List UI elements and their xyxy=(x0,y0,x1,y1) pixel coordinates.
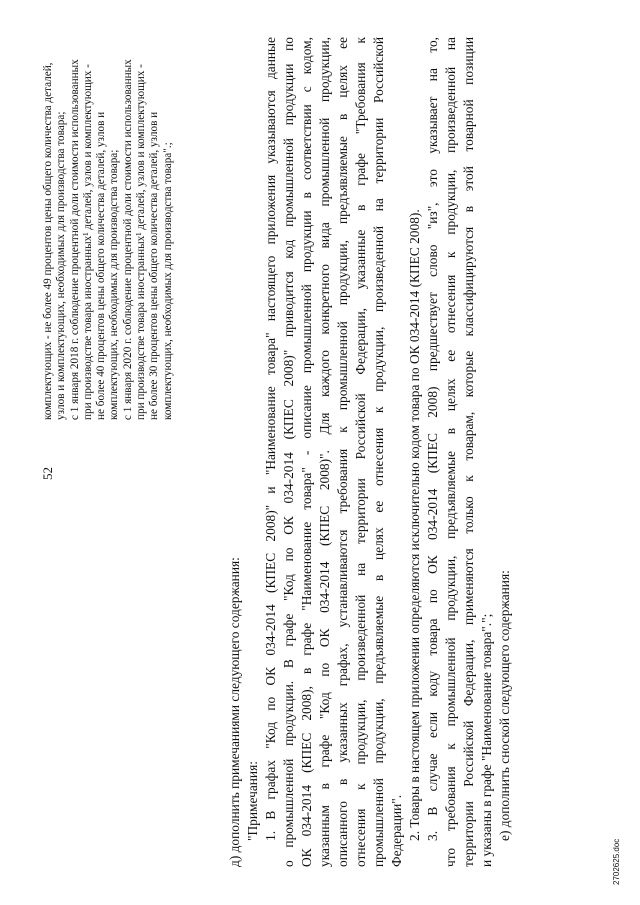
table-line: при производстве товара иностранных¹ деталей, узлов и комплектующих - xyxy=(135,64,148,420)
note-2: 2. Товары в настоящем приложении определяются исключительно кодом товара по ОК 034-2014 (КПЕС 2008). xyxy=(407,209,422,841)
section-e: е) дополнить сноской следующего содержания: xyxy=(497,570,512,841)
document-body xyxy=(226,37,514,867)
table-continuation xyxy=(42,40,175,420)
table-line: не более 30 процентов цены общего количества деталей, узлов и xyxy=(148,111,161,420)
notes-heading: "Примечания: xyxy=(245,761,260,841)
note-3-line: 3. В случае если коду товара по ОК 034-2014 (КПЕС 2008) предшествует слово "из", это указывает на то, xyxy=(425,37,440,841)
note-1-line: промышленной продукции, предъявляемые в целях ее отнесения к продукции, произведенной на территории Российской xyxy=(371,37,386,867)
note-1-line: 1. В графах "Код по ОК 034-2014 (КПЕС 2008)" и "Наименование товара" настоящего приложения указываются данные xyxy=(263,37,278,841)
table-line: при производстве товара иностранных¹ деталей, узлов и комплектующих - xyxy=(81,64,94,420)
note-1-line: Федерации". xyxy=(389,794,404,867)
document-code: 2702625.doc xyxy=(612,838,621,885)
note-1 xyxy=(262,37,406,867)
page-number: 52 xyxy=(40,467,55,480)
table-line: комплектующих - не более 49 процентов цены общего количества деталей, xyxy=(42,62,54,420)
note-1-line: отнесения к продукции, произведенной на территории Российской Федерации, указанные в графе "Требования к xyxy=(353,37,368,867)
note-1-line: указанным в графе "Код по ОК 034-2014 (КПЕС 2008)". Для каждого конкретного вида промышленной продукции, xyxy=(317,37,332,867)
note-1-line: описанного в указанных графах, устанавливаются требования к промышленной продукции, предъявляемые в целях ее xyxy=(335,37,350,867)
table-line: комплектующих, необходимых для производства товара; xyxy=(108,149,121,420)
note-3-line: и указаны в графе "Наименование товара"."; xyxy=(479,613,494,867)
note-3-line: территории Российской Федерации, применяются только к товарам, которые классифицируются в этой товарной позиции xyxy=(461,37,476,867)
note-3-line: что требования к промышленной продукции, предъявляемые в целях ее отнесения к продукции, произведенной на xyxy=(443,37,458,867)
note-1-line: о промышленной продукции. В графе "Код по ОК 034-2014 (КПЕС 2008)" приводится код промышленной продукции по xyxy=(281,37,296,867)
table-line: комплектующих, необходимых для производства товара".; xyxy=(161,142,174,420)
table-line: с 1 января 2020 г. соблюдение процентной доли стоимости использованных xyxy=(121,59,134,420)
table-line: узлов и комплектующих, необходимых для производства товара; xyxy=(55,111,68,420)
note-1-line: ОК 034-2014 (КПЕС 2008), в графе "Наименование товара" - описание промышленной продукции в соответствии с кодом, xyxy=(299,37,314,867)
table-line: не более 40 процентов цены общего количества деталей, узлов и xyxy=(95,111,108,420)
section-d: д) дополнить примечаниями следующего содержания: xyxy=(227,557,242,867)
note-3 xyxy=(424,37,496,867)
table-line: с 1 января 2018 г. соблюдение процентной доли стоимости использованных xyxy=(68,59,81,420)
